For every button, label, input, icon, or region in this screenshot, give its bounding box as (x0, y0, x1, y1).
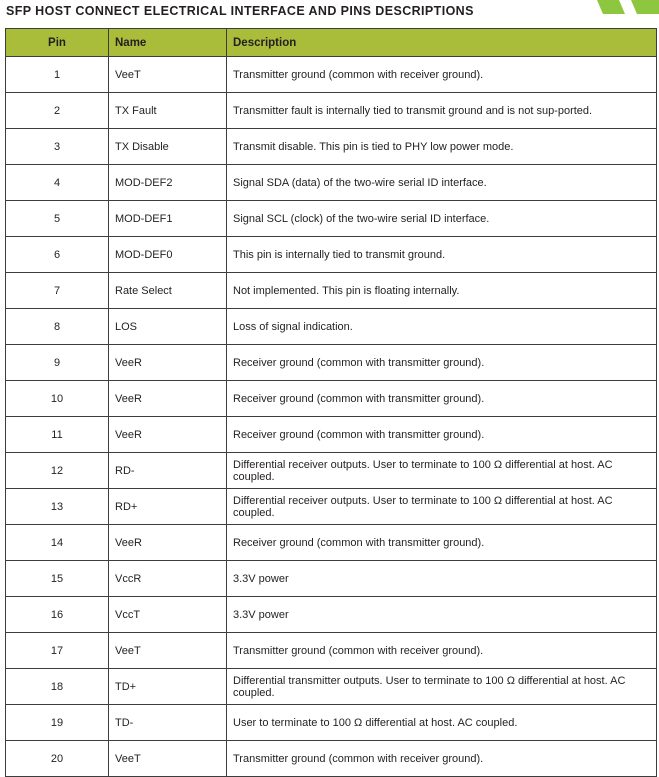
column-header-pin: Pin (6, 29, 109, 57)
cell-name: LOS (109, 309, 227, 345)
table-row (6, 273, 657, 309)
cell-name: VeeT (109, 741, 227, 777)
cell-description: This pin is internally tied to transmit ground. (227, 237, 657, 273)
cell-name: VeeT (109, 57, 227, 93)
cell-name: RD+ (109, 489, 227, 525)
cell-pin: 9 (6, 345, 109, 381)
cell-name: TD- (109, 705, 227, 741)
table-row (6, 705, 657, 741)
cell-name: VeeR (109, 417, 227, 453)
cell-pin: 6 (6, 237, 109, 273)
cell-description: Signal SCL (clock) of the two-wire serial ID interface. (227, 201, 657, 237)
table-body (6, 57, 657, 777)
table-row (6, 309, 657, 345)
table-row (6, 489, 657, 525)
column-header-description: Description (227, 29, 657, 57)
table-row (6, 345, 657, 381)
cell-description: Transmit disable. This pin is tied to PHY low power mode. (227, 129, 657, 165)
cell-pin: 19 (6, 705, 109, 741)
cell-description: Loss of signal indication. (227, 309, 657, 345)
table-row (6, 597, 657, 633)
cell-name: TD+ (109, 669, 227, 705)
cell-pin: 8 (6, 309, 109, 345)
table-row (6, 633, 657, 669)
cell-pin: 4 (6, 165, 109, 201)
table-row (6, 417, 657, 453)
cell-name: TX Disable (109, 129, 227, 165)
cell-description: Signal SDA (data) of the two-wire serial ID interface. (227, 165, 657, 201)
cell-pin: 14 (6, 525, 109, 561)
cell-description: Receiver ground (common with transmitter ground). (227, 525, 657, 561)
column-header-name: Name (109, 29, 227, 57)
cell-pin: 7 (6, 273, 109, 309)
cell-description: Receiver ground (common with transmitter ground). (227, 417, 657, 453)
cell-name: MOD-DEF2 (109, 165, 227, 201)
table-row (6, 561, 657, 597)
cell-pin: 15 (6, 561, 109, 597)
cell-description: Differential transmitter outputs. User to terminate to 100 Ω differential at host. AC coupled. (227, 669, 657, 705)
cell-name: VeeR (109, 525, 227, 561)
cell-name: MOD-DEF1 (109, 201, 227, 237)
cell-pin: 18 (6, 669, 109, 705)
cell-pin: 17 (6, 633, 109, 669)
cell-name: TX Fault (109, 93, 227, 129)
cell-pin: 5 (6, 201, 109, 237)
cell-pin: 12 (6, 453, 109, 489)
cell-pin: 11 (6, 417, 109, 453)
table-row (6, 453, 657, 489)
cell-description: Transmitter ground (common with receiver ground). (227, 633, 657, 669)
table-row (6, 669, 657, 705)
table-header-row (6, 29, 657, 57)
brand-logo-icon (597, 0, 659, 14)
table-row (6, 93, 657, 129)
cell-description: Differential receiver outputs. User to terminate to 100 Ω differential at host. AC coupled. (227, 489, 657, 525)
cell-description: Transmitter ground (common with receiver ground). (227, 741, 657, 777)
table-row (6, 741, 657, 777)
cell-pin: 2 (6, 93, 109, 129)
cell-name: RD- (109, 453, 227, 489)
cell-description: Not implemented. This pin is floating internally. (227, 273, 657, 309)
cell-description: Differential receiver outputs. User to terminate to 100 Ω differential at host. AC coupled. (227, 453, 657, 489)
table-row (6, 57, 657, 93)
cell-name: Rate Select (109, 273, 227, 309)
cell-name: VeeR (109, 381, 227, 417)
cell-description: Receiver ground (common with transmitter ground). (227, 345, 657, 381)
cell-pin: 3 (6, 129, 109, 165)
table-row (6, 525, 657, 561)
table-row (6, 129, 657, 165)
page-title: SFP HOST CONNECT ELECTRICAL INTERFACE AND PINS DESCRIPTIONS (6, 4, 474, 18)
cell-description: 3.3V power (227, 561, 657, 597)
cell-name: VeeR (109, 345, 227, 381)
cell-description: Transmitter ground (common with receiver ground). (227, 57, 657, 93)
cell-pin: 10 (6, 381, 109, 417)
table-row (6, 165, 657, 201)
table-row (6, 381, 657, 417)
cell-name: VccR (109, 561, 227, 597)
cell-description: User to terminate to 100 Ω differential at host. AC coupled. (227, 705, 657, 741)
cell-description: 3.3V power (227, 597, 657, 633)
cell-name: VccT (109, 597, 227, 633)
cell-pin: 20 (6, 741, 109, 777)
cell-pin: 16 (6, 597, 109, 633)
cell-name: MOD-DEF0 (109, 237, 227, 273)
cell-pin: 1 (6, 57, 109, 93)
cell-description: Receiver ground (common with transmitter ground). (227, 381, 657, 417)
cell-pin: 13 (6, 489, 109, 525)
pin-description-table (5, 28, 657, 777)
table-row (6, 237, 657, 273)
table-row (6, 201, 657, 237)
cell-name: VeeT (109, 633, 227, 669)
cell-description: Transmitter fault is internally tied to transmit ground and is not sup-ported. (227, 93, 657, 129)
